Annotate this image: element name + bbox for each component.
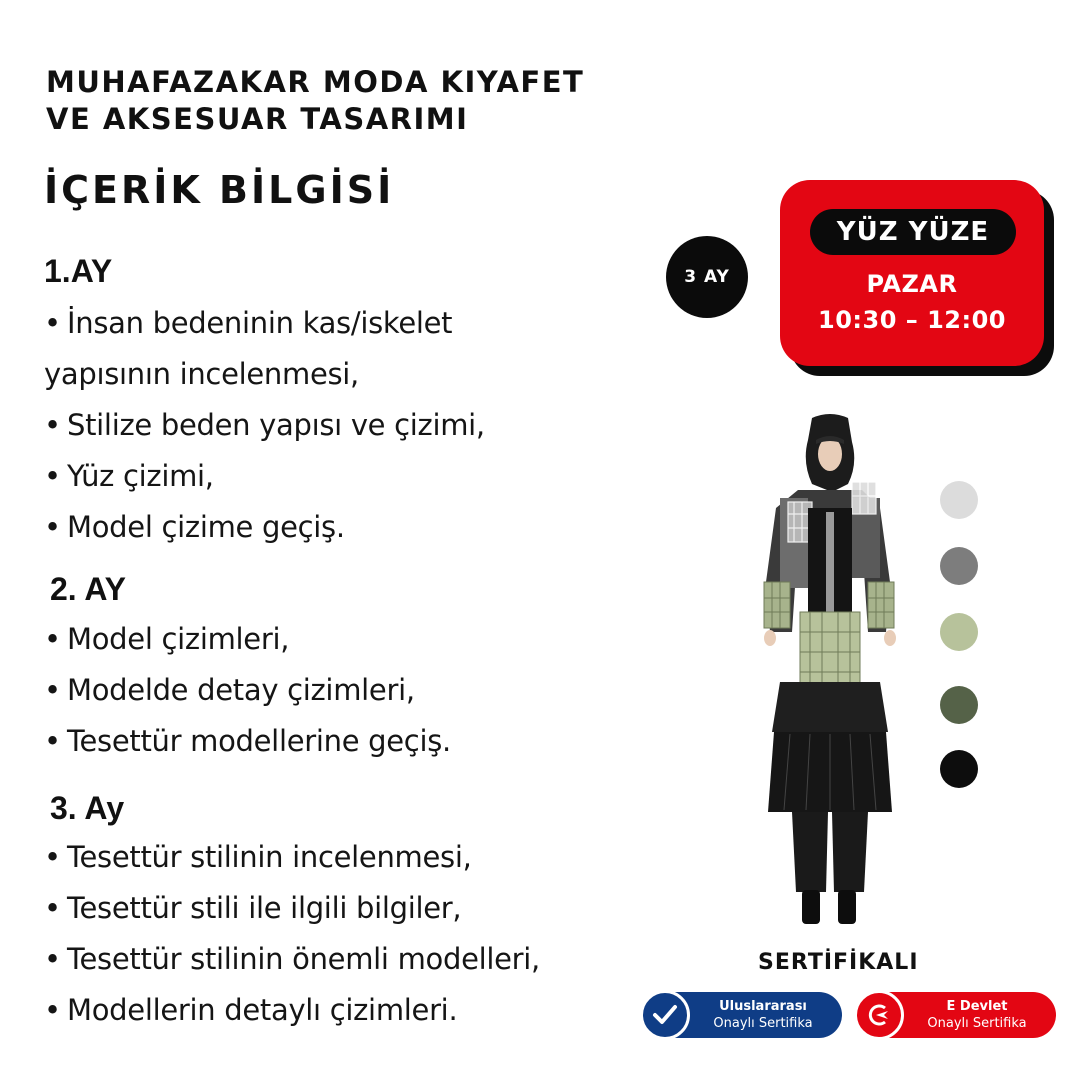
color-swatch <box>940 750 978 788</box>
month-3-heading: 3. Ay <box>50 790 125 826</box>
list-item: yapısının incelenmesi, <box>44 357 359 391</box>
color-swatch <box>940 686 978 724</box>
month-1-list <box>44 298 485 553</box>
fashion-illustration <box>740 412 920 937</box>
list-item: • Modellerin detaylı çizimleri. <box>44 993 458 1027</box>
color-swatch <box>940 547 978 585</box>
list-item: • Tesettür stilinin önemli modelleri, <box>44 942 540 976</box>
list-item: • Stilize beden yapısı ve çizimi, <box>44 408 485 442</box>
course-title-line1: MUHAFAZAKAR MODA KIYAFET <box>46 65 585 99</box>
schedule-day: PAZAR <box>866 270 958 298</box>
list-item: • Tesettür stilinin incelenmesi, <box>44 840 472 874</box>
list-item: • Model çizime geçiş. <box>44 510 345 544</box>
badge-line2: Onaylı Sertifika <box>927 1016 1027 1031</box>
month-1-heading: 1.AY <box>44 253 113 289</box>
list-item: • Yüz çizimi, <box>44 459 214 493</box>
certificate-heading: SERTİFİKALI <box>758 950 919 975</box>
color-swatch <box>940 613 978 651</box>
international-certificate-badge <box>642 992 842 1038</box>
edevlet-logo-icon <box>854 990 904 1040</box>
check-icon <box>640 990 690 1040</box>
color-swatch <box>940 481 978 519</box>
mode-pill: YÜZ YÜZE <box>810 209 1016 255</box>
month-2-heading: 2. AY <box>50 571 126 607</box>
badge-line1: Uluslararası <box>719 999 807 1014</box>
list-item: • İnsan bedeninin kas/iskelet <box>44 306 453 340</box>
badge-line1: E Devlet <box>946 999 1008 1014</box>
schedule-time: 10:30 – 12:00 <box>818 306 1006 334</box>
month-3-list <box>44 832 540 1036</box>
course-title <box>46 64 706 138</box>
duration-badge: 3 AY <box>666 236 748 318</box>
month-2-list <box>44 614 451 767</box>
badge-line2: Onaylı Sertifika <box>713 1016 813 1031</box>
list-item: • Modelde detay çizimleri, <box>44 673 415 707</box>
list-item: • Tesettür modellerine geçiş. <box>44 724 451 758</box>
content-info-heading: İÇERİK BİLGİSİ <box>44 168 395 212</box>
list-item: • Model çizimleri, <box>44 622 290 656</box>
edevlet-certificate-badge <box>856 992 1056 1038</box>
course-title-line2: VE AKSESUAR TASARIMI <box>46 102 469 136</box>
list-item: • Tesettür stili ile ilgili bilgiler, <box>44 891 462 925</box>
